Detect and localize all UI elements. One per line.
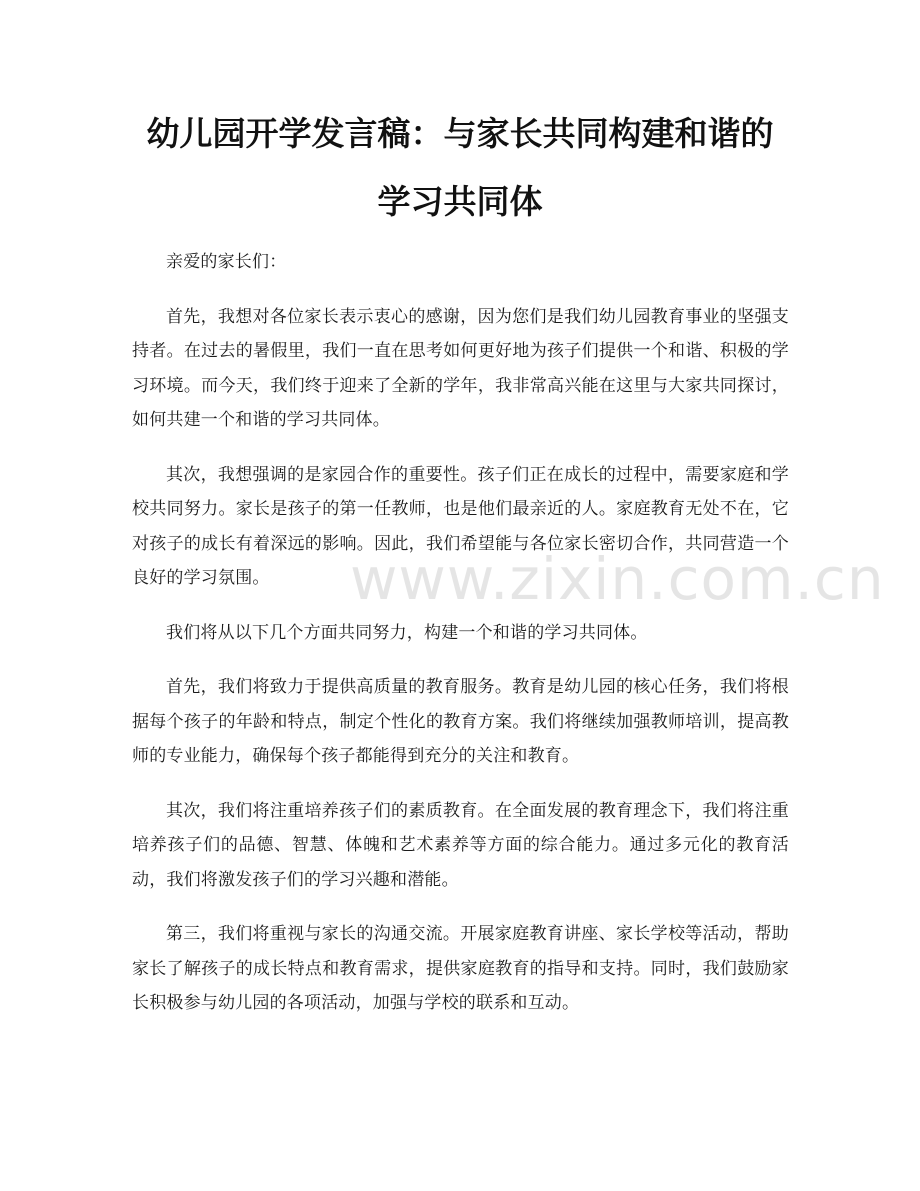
page-title-line-1: 幼儿园开学发言稿：与家长共同构建和谐的 bbox=[146, 114, 774, 153]
paragraph-intro: 我们将从以下几个方面共同努力，构建一个和谐的学习共同体。 bbox=[166, 622, 648, 643]
paragraph-quality-education: 首先，我们将致力于提供高质量的教育服务。教育是幼儿园的核心任务，我们将根据每个孩子的年龄和特点，制定个性化的教育方案。我们将继续加强教师培训，提高教师的专业能力，确保每个孩子都能得到充分的关注和教育。 bbox=[132, 677, 789, 766]
salutation: 亲爱的家长们： bbox=[166, 252, 287, 272]
paragraph-communication: 第三，我们将重视与家长的沟通交流。开展家庭教育讲座、家长学校等活动，帮助家长了解孩子的成长特点和教育需求，提供家庭教育的指导和支持。同时，我们鼓励家长积极参与幼儿园的各项活动，加强与学校的联系和互动。 bbox=[132, 924, 789, 1013]
page-title-line-2: 学习共同体 bbox=[377, 182, 543, 221]
paragraph-cooperation: 其次，我想强调的是家园合作的重要性。孩子们正在成长的过程中，需要家庭和学校共同努力。家长是孩子的第一任教师，也是他们最亲近的人。家庭教育无处不在，它对孩子的成长有着深远的影响。因此，我们希望能与各位家长密切合作，共同营造一个良好的学习氛围。 bbox=[132, 464, 789, 588]
document-body bbox=[132, 245, 789, 1041]
watermark: www.zixin.com.cn bbox=[350, 545, 885, 613]
paragraph-quality-cultivation: 其次，我们将注重培养孩子们的素质教育。在全面发展的教育理念下，我们将注重培养孩子们的品德、智慧、体魄和艺术素养等方面的综合能力。通过多元化的教育活动，我们将激发孩子们的学习兴趣和潜能。 bbox=[132, 800, 789, 890]
paragraph-thanks: 首先，我想对各位家长表示衷心的感谢，因为您们是我们幼儿园教育事业的坚强支持者。在过去的暑假里，我们一直在思考如何更好地为孩子们提供一个和谐、积极的学习环境。而今天，我们终于迎来了全新的学年，我非常高兴能在这里与大家共同探讨，如何共建一个和谐的学习共同体。 bbox=[132, 306, 789, 430]
page-title bbox=[120, 100, 800, 236]
